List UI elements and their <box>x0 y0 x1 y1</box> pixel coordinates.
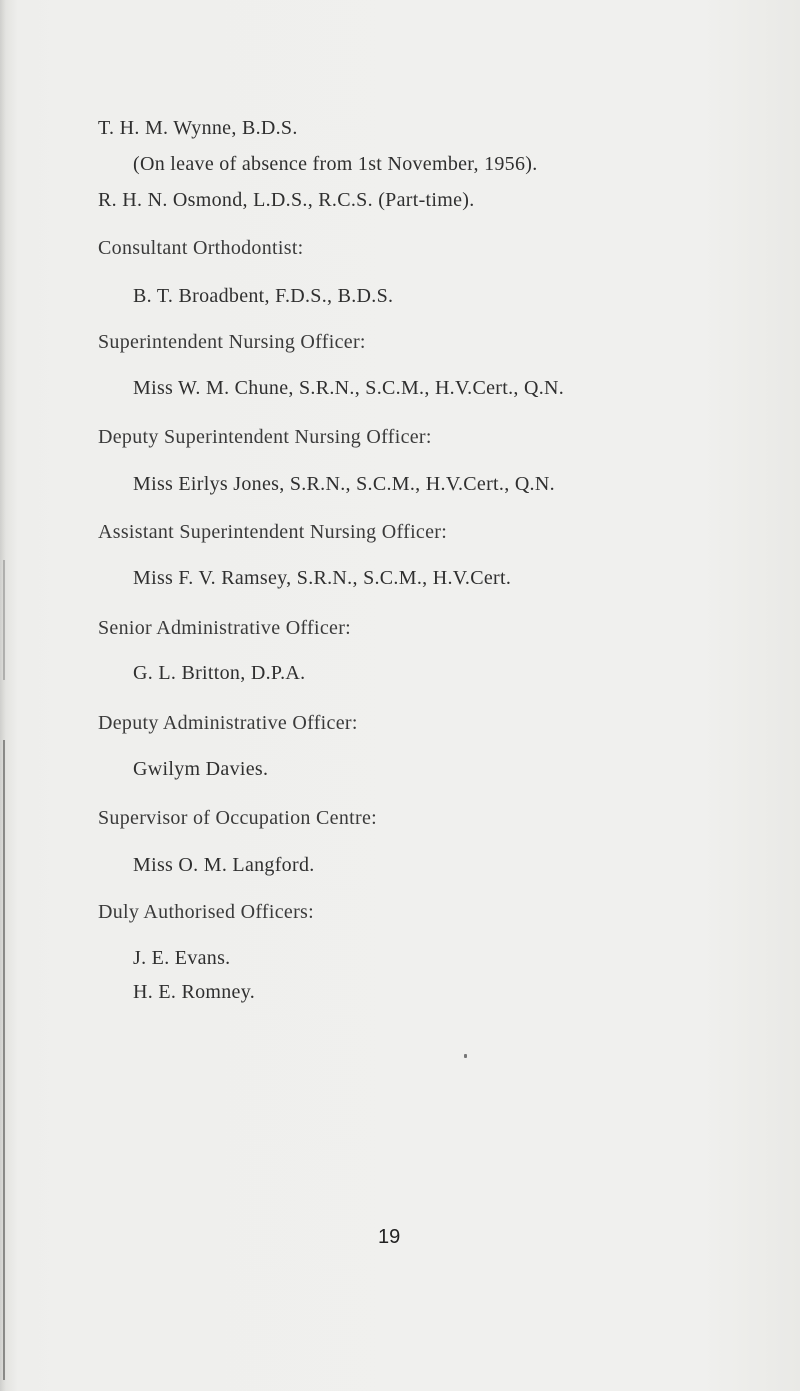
staff-name-line: Miss F. V. Ramsey, S.R.N., S.C.M., H.V.Cert. <box>133 567 512 589</box>
role-heading: Deputy Superintendent Nursing Officer: <box>98 426 432 448</box>
role-heading: Consultant Orthodontist: <box>98 237 304 259</box>
staff-name-line: B. T. Broadbent, F.D.S., B.D.S. <box>133 285 394 307</box>
staff-name-line: H. E. Romney. <box>133 981 256 1003</box>
staff-name-line: Gwilym Davies. <box>133 758 269 780</box>
role-heading: Senior Administrative Officer: <box>98 617 352 639</box>
staff-name-line: T. H. M. Wynne, B.D.S. <box>98 117 298 139</box>
role-heading: Supervisor of Occupation Centre: <box>98 807 377 829</box>
role-heading: Deputy Administrative Officer: <box>98 712 358 734</box>
staff-name-line: J. E. Evans. <box>133 947 231 969</box>
page-number: 19 <box>378 1226 401 1248</box>
staff-note-line: (On leave of absence from 1st November, 1956). <box>133 153 538 175</box>
staff-name-line: Miss O. M. Langford. <box>133 854 315 876</box>
role-heading: Duly Authorised Officers: <box>98 901 314 923</box>
staff-name-line: Miss Eirlys Jones, S.R.N., S.C.M., H.V.Cert., Q.N. <box>133 473 555 495</box>
role-heading: Assistant Superintendent Nursing Officer: <box>98 521 448 543</box>
role-heading: Superintendent Nursing Officer: <box>98 331 366 353</box>
staff-name-line: Miss W. M. Chune, S.R.N., S.C.M., H.V.Cert., Q.N. <box>133 377 565 399</box>
page-edge-shadow <box>3 740 5 1380</box>
staff-name-line: R. H. N. Osmond, L.D.S., R.C.S. (Part-time). <box>98 189 475 211</box>
staff-name-line: G. L. Britton, D.P.A. <box>133 662 306 684</box>
print-speck <box>464 1054 467 1058</box>
page-edge-shadow <box>3 560 5 680</box>
